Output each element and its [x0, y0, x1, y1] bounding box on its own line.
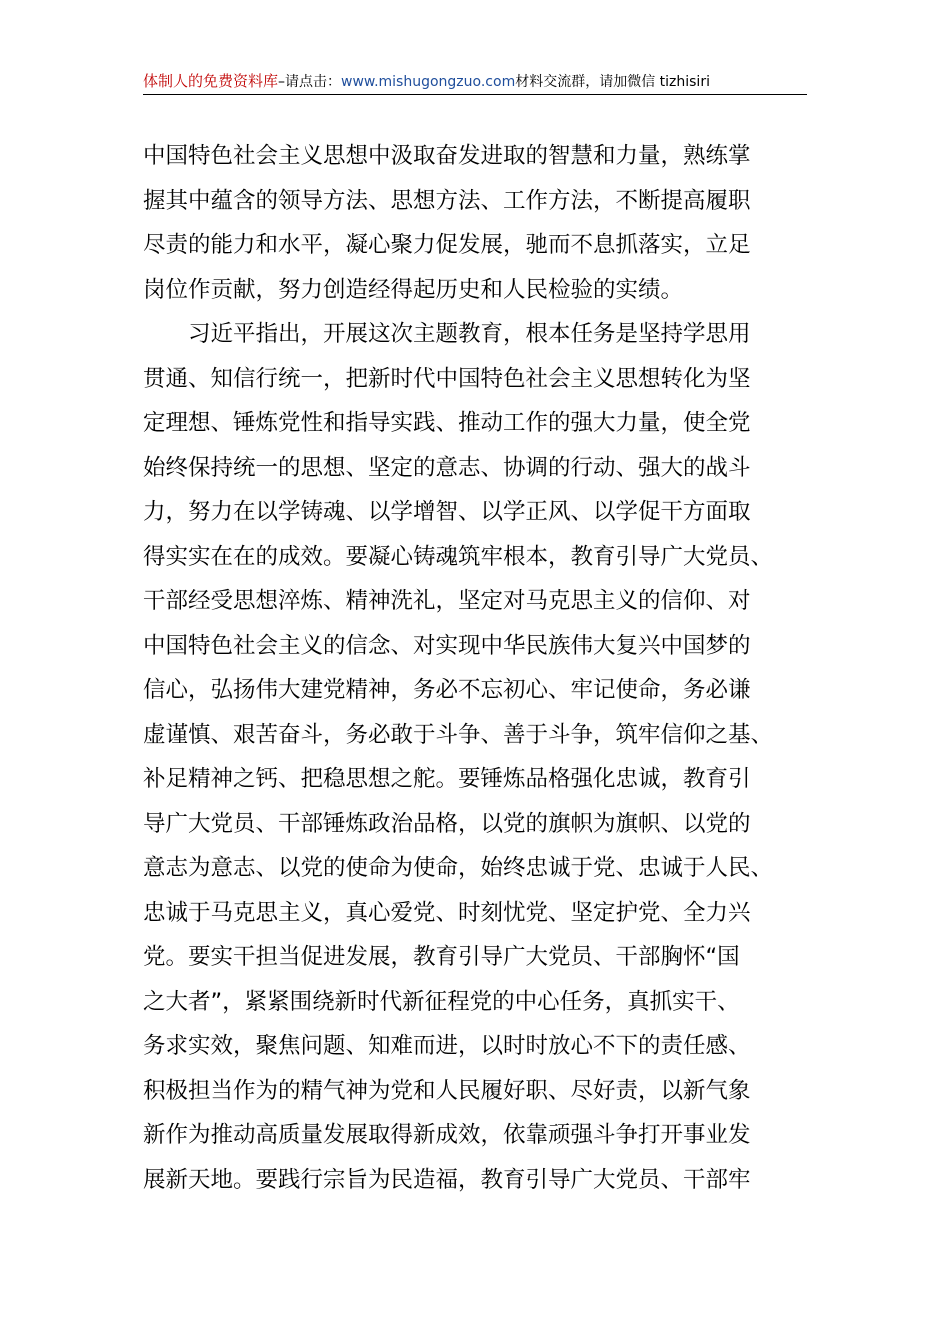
text-line: 干部经受思想淬炼、精神洗礼，坚定对马克思主义的信仰、对 — [143, 588, 751, 614]
text-line: 中国特色社会主义的信念、对实现中华民族伟大复兴中国梦的 — [143, 632, 751, 659]
text-line: 贯通、知信行统一，把新时代中国特色社会主义思想转化为坚 — [143, 365, 751, 392]
text-line: 得实实在在的成效。要凝心铸魂筑牢根本，教育引导广大党员、 — [143, 543, 774, 570]
text-line: 新作为推动高质量发展取得新成效，依靠顽强斗争打开事业发 — [143, 1122, 751, 1148]
text-line: 意志为意志、以党的使命为使命，始终忠诚于党、忠诚于人民、 — [143, 855, 774, 881]
text-line: 中国特色社会主义思想中汲取奋发进取的智慧和力量，熟练掌 — [143, 143, 751, 169]
document-body — [143, 134, 807, 1202]
text-line: 始终保持统一的思想、坚定的意志、协调的行动、强大的战斗 — [143, 454, 751, 481]
text-line: 定理想、锤炼党性和指导实践、推动工作的强大力量，使全党 — [143, 410, 751, 436]
text-line: 握其中蕴含的领导方法、思想方法、工作方法，不断提高履职 — [143, 187, 751, 214]
text-line: 展新天地。要践行宗旨为民造福，教育引导广大党员、干部牢 — [143, 1166, 751, 1193]
page-header — [143, 68, 807, 95]
text-line: 补足精神之钙、把稳思想之舵。要锤炼品格强化忠诚，教育引 — [143, 766, 751, 792]
header-wechat-note: 材料交流群，请加微信 tizhisiri — [515, 74, 710, 90]
text-line: 岗位作贡献，努力创造经得起历史和人民检验的实绩。 — [143, 276, 684, 303]
text-line: 信心，弘扬伟大建党精神，务必不忘初心、牢记使命，务必谦 — [143, 677, 751, 703]
text-line: 尽责的能力和水平，凝心聚力促发展，驰而不息抓落实，立足 — [143, 232, 751, 258]
text-line: 党。要实干担当促进发展，教育引导广大党员、干部胸怀“国 — [143, 944, 740, 970]
text-line: 忠诚于马克思主义，真心爱党、时刻忧党、坚定护党、全力兴 — [143, 899, 751, 926]
text-line: 导广大党员、干部锤炼政治品格，以党的旗帜为旗帜、以党的 — [143, 810, 751, 837]
text-line: 之大者”，紧紧围绕新时代新征程党的中心任务，真抓实干、 — [143, 988, 740, 1015]
paragraph-start-line: 习近平指出，开展这次主题教育，根本任务是坚持学思用 — [188, 321, 751, 347]
header-site-link[interactable]: www.mishugongzuo.com — [341, 74, 516, 90]
text-line: 虚谨慎、艰苦奋斗，务必敢于斗争、善于斗争，筑牢信仰之基、 — [143, 721, 774, 748]
header-prompt: –请点击： — [278, 74, 342, 90]
text-line: 务求实效，聚焦问题、知难而进，以时时放心不下的责任感、 — [143, 1033, 751, 1059]
header-brand: 体制人的免费资料库 — [143, 72, 279, 90]
text-line: 积极担当作为的精气神为党和人民履好职、尽好责，以新气象 — [143, 1077, 751, 1104]
text-line: 力，努力在以学铸魂、以学增智、以学正风、以学促干方面取 — [143, 499, 751, 525]
